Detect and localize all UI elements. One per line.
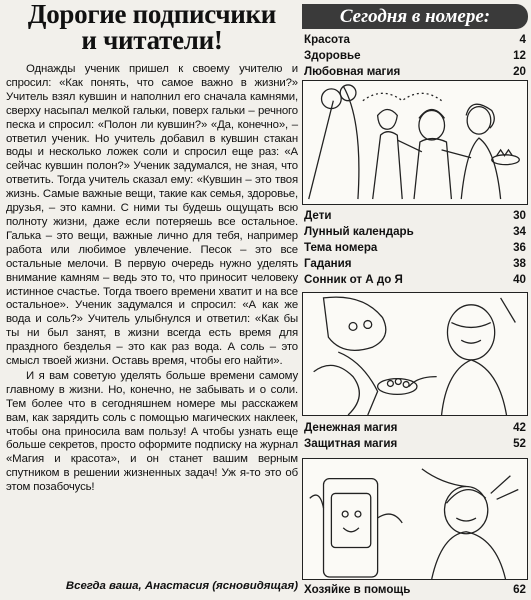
toc-item-label: Хозяйке в помощь bbox=[304, 583, 411, 596]
toc-item-page: 20 bbox=[513, 65, 526, 78]
toc-group-3 bbox=[304, 420, 526, 452]
toc-item-page: 12 bbox=[513, 49, 526, 62]
title-line-1: Дорогие подписчики bbox=[27, 0, 277, 29]
contents-column bbox=[302, 0, 529, 600]
toc-item-health[interactable] bbox=[304, 48, 526, 64]
title-line-2: и читатели! bbox=[81, 25, 223, 55]
toc-item-label: Гадания bbox=[304, 257, 352, 270]
page-title bbox=[4, 1, 300, 53]
toc-item-page: 34 bbox=[513, 225, 526, 238]
toc-item-page: 40 bbox=[513, 273, 526, 286]
toc-item-lunar-calendar[interactable] bbox=[304, 224, 526, 240]
toc-item-page: 4 bbox=[519, 33, 526, 46]
contents-banner: Сегодня в номере: bbox=[302, 4, 528, 29]
illustration-household bbox=[302, 458, 528, 580]
toc-item-beauty[interactable] bbox=[304, 32, 526, 48]
toc-item-label: Сонник от А до Я bbox=[304, 273, 403, 286]
toc-item-label: Тема номера bbox=[304, 241, 378, 254]
toc-group-1 bbox=[304, 32, 526, 80]
toc-item-page: 42 bbox=[513, 421, 526, 434]
editorial-letter bbox=[6, 63, 298, 495]
toc-item-dream-book[interactable] bbox=[304, 272, 526, 288]
toc-group-4 bbox=[304, 582, 526, 598]
toc-item-fortune-telling[interactable] bbox=[304, 256, 526, 272]
toc-item-label: Любовная магия bbox=[304, 65, 401, 78]
toc-item-label: Денежная магия bbox=[304, 421, 398, 434]
toc-item-label: Лунный календарь bbox=[304, 225, 414, 238]
letter-paragraph-2: И я вам советую уделять больше времени самому главному в жизни. Но, конечно, не забывать и о соли. Тем более что в сегодняшнем номере мы расскажем вам, как зарядить соль с помощью магических наклеек, чтобы она приносила вам пользу! А чтобы узнать еще больше секретов, просто оформите подписку на журнал «Магия и красота», и он станет вашим верным спутником в решении жизненных задач! Уж я-то это об этом позабочусь! bbox=[6, 369, 298, 494]
illustration-wedding bbox=[302, 80, 528, 205]
toc-item-label: Красота bbox=[304, 33, 350, 46]
toc-item-love-magic[interactable] bbox=[304, 64, 526, 80]
toc-item-page: 52 bbox=[513, 437, 526, 450]
toc-item-page: 38 bbox=[513, 257, 526, 270]
illustration-money-magic bbox=[302, 292, 528, 416]
editorial-column bbox=[4, 0, 300, 600]
letter-paragraph-1: Однажды ученик пришел к своему учителю и спросил: «Как понять, что самое важно в жизни?» Учитель взял кувшин и наполнил его сначала камнями, сверху насыпал мелкой гальки, поверх гальки – речного песка и спросил: «Полон ли кувшин?» «Да, конечно», – ответил ученик. Но учитель добавил в кувшин стакан воды и несколько ложек соли и спросил еще раз: «А сейчас кувшин полон?» Ученик задумался, не зная, что ответить. Тогда учитель сказал ему: «Кувшин – это твоя жизнь. Самые важные вещи, такие как семья, здоровье, друзья, – это камни. С ними ты будешь ощущать всю полноту жизни, даже если потеряешь все остальное. Галька – это вещи, важные лично для тебя, например работа или любимое увлечение. Песок – это все остальные мелочи. В первую очередь нужно уделять внимание камням – ведь это то, что приносит человеку истинное счастье. Тогда твоего времени хватит и на все остальное». Ученик задумался и спросил: «А как же вода и соль?» Учитель улыбнулся и ответил: «Как бы ты ни был занят, в жизни всегда есть время для праздного безделья – это как раз вода. А соль – это смысл твоей жизни. Оставь время, чтобы его найти». bbox=[6, 63, 298, 368]
toc-item-household-help[interactable] bbox=[304, 582, 526, 598]
toc-item-topic[interactable] bbox=[304, 240, 526, 256]
toc-item-label: Дети bbox=[304, 209, 332, 222]
toc-item-money-magic[interactable] bbox=[304, 420, 526, 436]
signature: Всегда ваша, Анастасия (ясновидящая) bbox=[65, 580, 298, 592]
toc-group-2 bbox=[304, 208, 526, 288]
toc-item-protective-magic[interactable] bbox=[304, 436, 526, 452]
toc-item-page: 36 bbox=[513, 241, 526, 254]
toc-item-page: 62 bbox=[513, 583, 526, 596]
toc-item-label: Здоровье bbox=[304, 49, 361, 62]
toc-item-page: 30 bbox=[513, 209, 526, 222]
toc-item-children[interactable] bbox=[304, 208, 526, 224]
toc-item-label: Защитная магия bbox=[304, 437, 398, 450]
